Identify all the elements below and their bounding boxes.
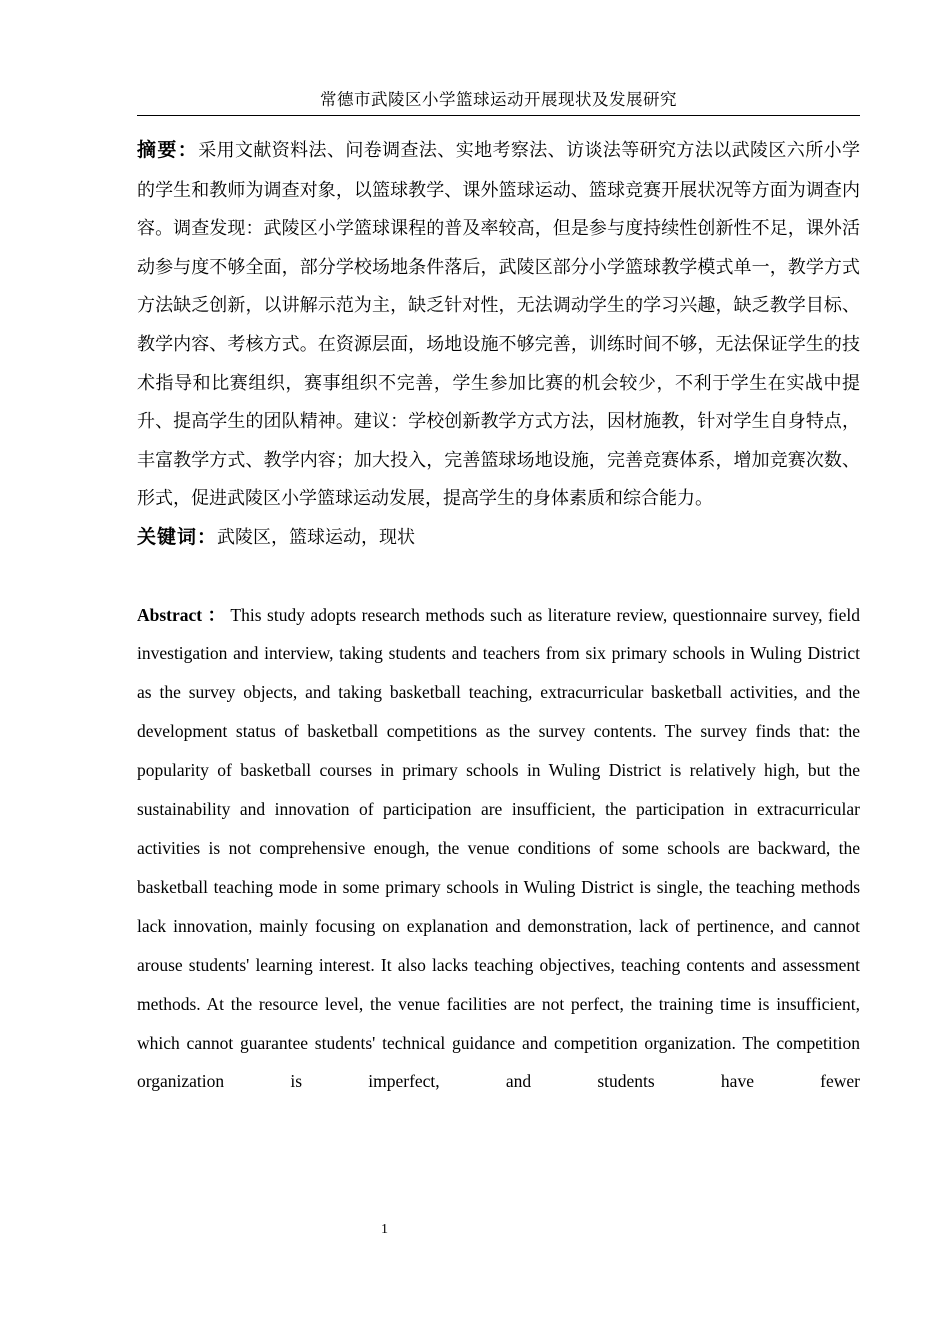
page-footer: [0, 1222, 950, 1246]
abstract-cn-label: 摘要：: [137, 140, 199, 161]
header-title: 常德市武陵区小学篮球运动开展现状及发展研究: [320, 90, 677, 109]
abstract-cn-paragraph: [137, 131, 860, 518]
keywords-text: 武陵区，篮球运动，现状: [217, 526, 416, 547]
abstract-en-label: Abstract ：: [137, 604, 226, 625]
page-content: [137, 131, 860, 1101]
keywords-label: 关键词：: [137, 526, 218, 548]
abstract-en-text: This study adopts research methods such as literature review, questionnaire survey, field investigation and interview, taking students and teachers from six primary schools in Wuling District as the survey objects, and taking basketball teaching, extracurricular basketball activities, and the development status of basketball competitions as the survey contents. The survey finds that: the popularity of basketball courses in primary schools in Wuling District is relatively high, but the sustainability and innovation of participation are insufficient, the participation in extracurricular activities is not comprehensive enough, the venue conditions of some schools are backward, the basketball teaching mode in some primary schools in Wuling District is single, the teaching methods lack innovation, mainly focusing on explanation and demonstration, lack of pertinence, and cannot arouse students' learning interest. It also lacks teaching objectives, teaching contents and assessment methods. At the resource level, the venue facilities are not perfect, the training time is insufficient, which cannot guarantee students' technical guidance and competition organization. The competition organization is imperfect, and students have fewer: [137, 604, 861, 1092]
abstract-en-paragraph: [137, 596, 860, 1102]
abstract-cn-text: 采用文献资料法、问卷调查法、实地考察法、访谈法等研究方法以武陵区六所小学的学生和教师为调查对象，以篮球教学、课外篮球运动、篮球竞赛开展状况等方面为调查内容。调查发现：武陵区小学篮球课程的普及率较高，但是参与度持续性创新性不足，课外活动参与度不够全面，部分学校场地条件落后，武陵区部分小学篮球教学模式单一，教学方式方法缺乏创新，以讲解示范为主，缺乏针对性，无法调动学生的学习兴趣，缺乏教学目标、教学内容、考核方式。在资源层面，场地设施不够完善，训练时间不够，无法保证学生的技术指导和比赛组织，赛事组织不完善，学生参加比赛的机会较少，不利于学生在实战中提升、提高学生的团队精神。建议：学校创新教学方式方法，因材施教，针对学生自身特点，丰富教学方式、教学内容；加大投入，完善篮球场地设施，完善竞赛体系，增加竞赛次数、形式，促进武陵区小学篮球运动发展，提高学生的身体素质和综合能力。: [137, 140, 860, 509]
page-header: [137, 86, 860, 116]
keywords-paragraph: [137, 518, 860, 558]
page-number: 1: [381, 1222, 388, 1237]
